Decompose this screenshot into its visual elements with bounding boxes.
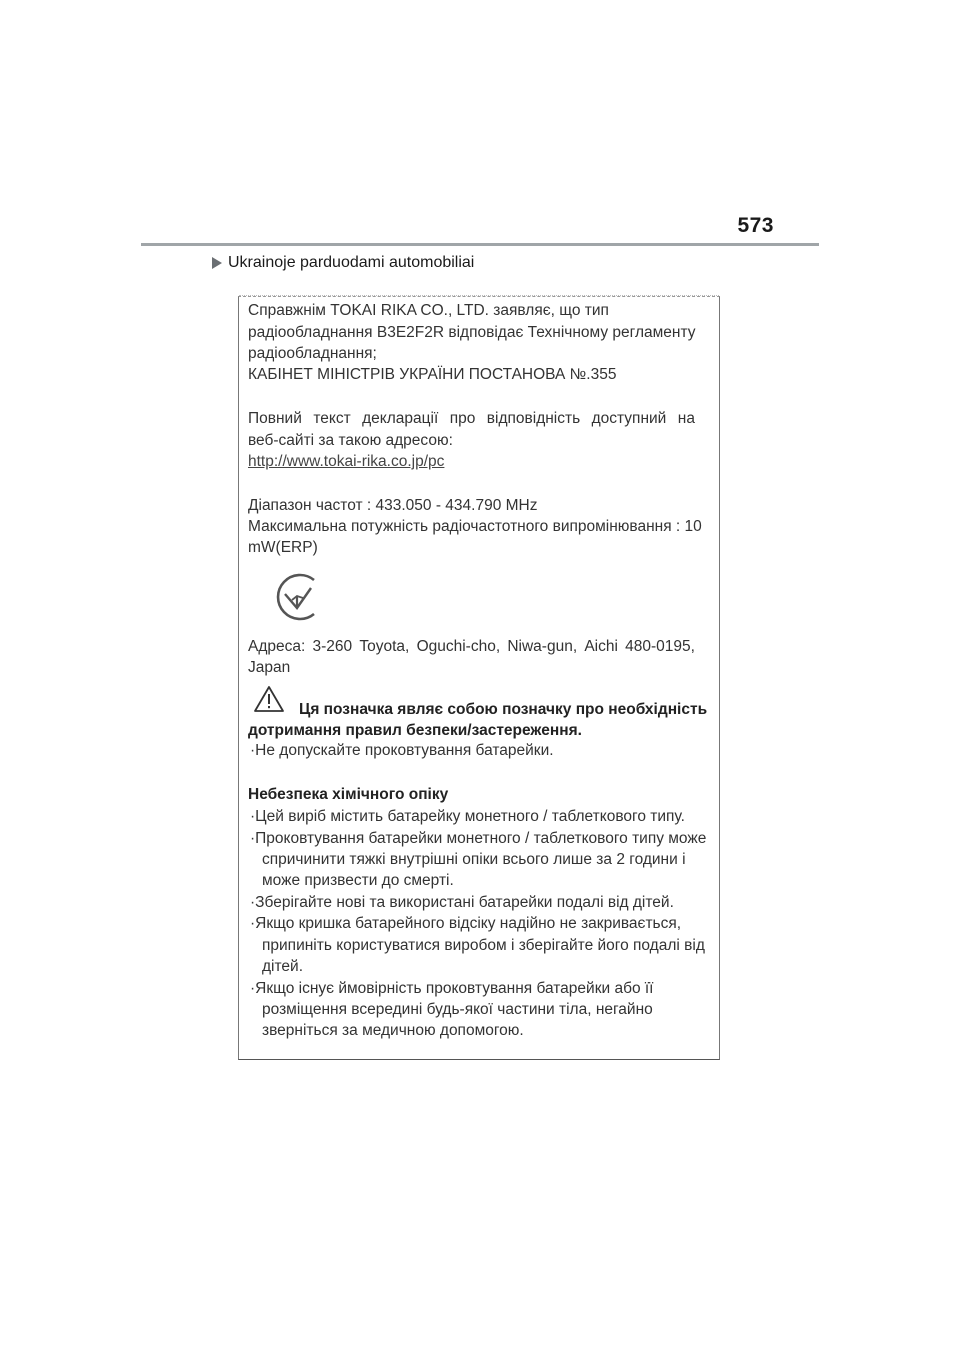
chemical-bullet-2-line-1: ·Проковтування батарейки монетного / таблеткового типу може <box>250 830 707 847</box>
address-line-2: Japan <box>248 659 291 676</box>
chemical-burn-heading: Небезпека хімічного опіку <box>248 786 449 803</box>
frequency-range: Діапазон частот : 433.050 - 434.790 MHz <box>248 497 538 514</box>
chemical-bullet-4-line-1: ·Якщо кришка батарейного відсіку надійно не закривається, <box>250 915 682 932</box>
triangle-right-icon <box>212 257 222 269</box>
declaration-line-1: Справжнім TOKAI RIKA CO., LTD. заявляє, що тип <box>248 302 609 319</box>
warning-bullet-1: ·Не допускайте проковтування батарейки. <box>250 742 554 759</box>
warning-title-line-1: Ця позначка являє собою позначку про необхідність <box>299 701 708 718</box>
page-number: 573 <box>737 214 774 237</box>
chemical-bullet-4-line-2: припиніть користуватися виробом і зберігайте його подалі від <box>262 937 705 954</box>
chemical-bullet-2-line-2: спричинити тяжкі внутрішні опіки всього лише за 2 години і <box>262 851 686 868</box>
max-power-line-1: Максимальна потужність радіочастотного випромінювання : 10 <box>248 518 702 535</box>
section-heading <box>212 254 474 272</box>
warning-triangle-icon <box>253 685 285 713</box>
chemical-bullet-3: ·Зберігайте нові та використані батарейки подалі від дітей. <box>250 894 674 911</box>
chemical-bullet-5-line-1: ·Якщо існує ймовірність проковтування батарейки або її <box>250 980 654 997</box>
chemical-bullet-1: ·Цей виріб містить батарейку монетного / таблеткового типу. <box>250 808 685 825</box>
warning-title-line-2: дотримання правил безпеки/застереження. <box>248 722 582 739</box>
declaration-line-2: радіообладнання B3E2F2R відповідає Технічному регламенту <box>248 324 696 341</box>
declaration-line-4: КАБІНЕТ МІНІСТРІВ УКРАЇНИ ПОСТАНОВА №.355 <box>248 366 617 383</box>
chemical-bullet-4-line-3: дітей. <box>262 958 303 975</box>
full-text-line-2: веб-сайті за такою адресою: <box>248 432 453 449</box>
chemical-bullet-2-line-3: може призвести до смерті. <box>262 872 454 889</box>
declaration-line-3: радіообладнання; <box>248 345 377 362</box>
chemical-bullet-5-line-2: розміщення всередині будь-якої частини тіла, негайно <box>262 1001 653 1018</box>
chemical-bullet-5-line-3: зверніться за медичною допомогою. <box>262 1022 524 1039</box>
header-rule <box>141 243 819 246</box>
ukrainian-conformity-mark-icon <box>270 570 324 624</box>
max-power-line-2: mW(ERP) <box>248 539 318 556</box>
full-text-line-1: Повний текст декларації про відповідність доступний на <box>248 410 695 427</box>
declaration-url-link[interactable]: http://www.tokai-rika.co.jp/pc <box>248 453 445 470</box>
address-line-1: Адреса: 3-260 Toyota, Oguchi-cho, Niwa-gun, Aichi 480-0195, <box>248 638 695 655</box>
section-heading-text: Ukrainoje parduodami automobiliai <box>228 254 475 271</box>
